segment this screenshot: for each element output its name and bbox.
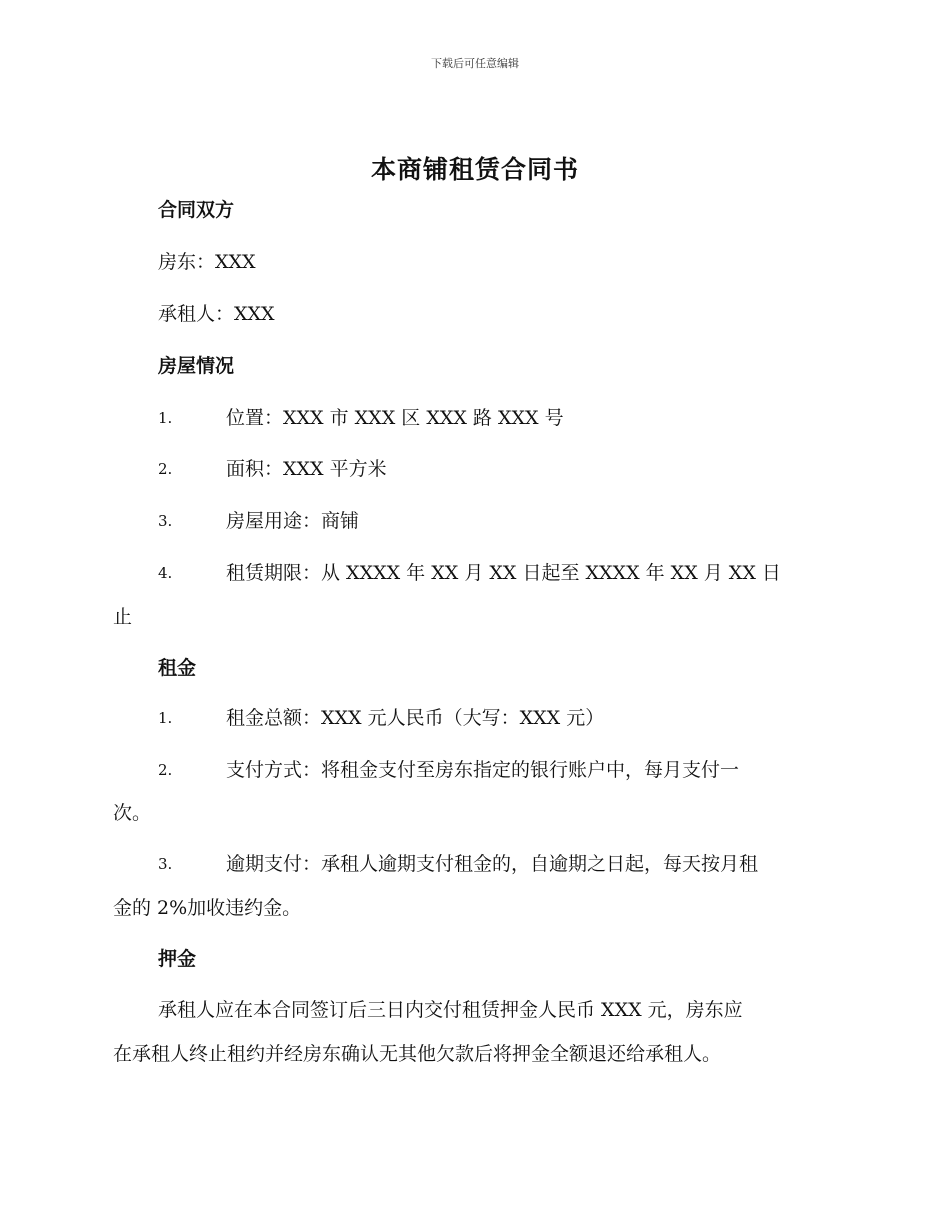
payment-method: 支付方式：将租金支付至房东指定的银行账户中，每月支付一 bbox=[226, 759, 740, 781]
list-item-number: 2. bbox=[158, 460, 173, 478]
lease-term-continuation: 止 bbox=[113, 606, 133, 628]
list-item-number: 1. bbox=[158, 709, 173, 727]
document-title: 本商铺租赁合同书 bbox=[370, 155, 579, 184]
rent-total: 租金总额：XXX 元人民币（大写：XXX 元） bbox=[226, 707, 605, 729]
section-heading-property: 房屋情况 bbox=[158, 355, 235, 377]
property-area: 面积：XXX 平方米 bbox=[226, 458, 387, 480]
deposit-paragraph-line1: 承租人应在本合同签订后三日内交付租赁押金人民币 XXX 元，房东应 bbox=[158, 999, 743, 1021]
deposit-paragraph-line2: 在承租人终止租约并经房东确认无其他欠款后将押金全额退还给承租人。 bbox=[113, 1043, 722, 1065]
section-heading-rent: 租金 bbox=[158, 657, 197, 679]
list-item-number: 3. bbox=[158, 512, 173, 530]
list-item-number: 3. bbox=[158, 855, 173, 873]
header-note: 下载后可任意编辑 bbox=[431, 57, 519, 70]
lease-term: 租赁期限：从 XXXX 年 XX 月 XX 日起至 XXXX 年 XX 月 XX 日 bbox=[226, 562, 781, 584]
late-payment: 逾期支付：承租人逾期支付租金的，自逾期之日起，每天按月租 bbox=[226, 853, 759, 875]
payment-method-continuation: 次。 bbox=[113, 802, 152, 824]
late-payment-continuation: 金的 2%加收违约金。 bbox=[113, 897, 302, 919]
section-heading-parties: 合同双方 bbox=[158, 199, 235, 221]
list-item-number: 4. bbox=[158, 564, 173, 582]
list-item-number: 1. bbox=[158, 409, 173, 427]
property-location: 位置：XXX 市 XXX 区 XXX 路 XXX 号 bbox=[226, 407, 564, 429]
list-item-number: 2. bbox=[158, 761, 173, 779]
property-usage: 房屋用途：商铺 bbox=[226, 510, 360, 532]
landlord-line: 房东：XXX bbox=[158, 251, 256, 273]
section-heading-deposit: 押金 bbox=[158, 948, 197, 970]
tenant-line: 承租人：XXX bbox=[158, 303, 275, 325]
